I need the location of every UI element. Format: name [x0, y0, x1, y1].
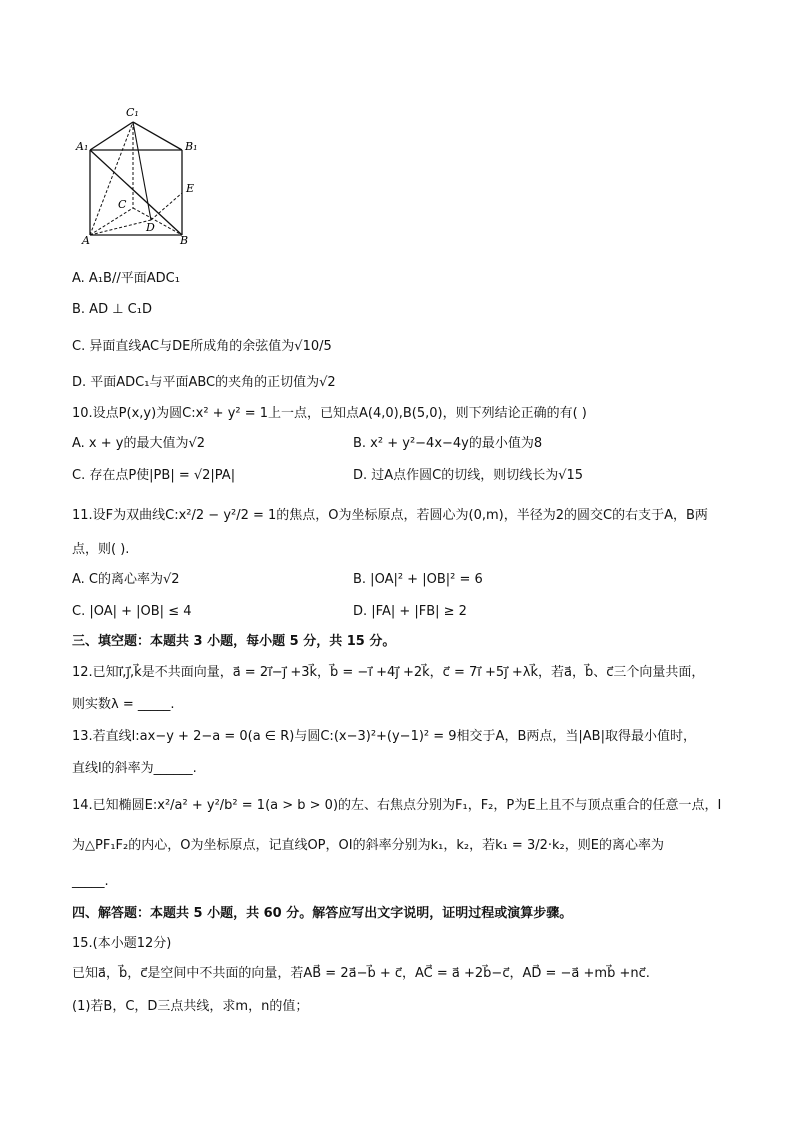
q9-option-c: C. 异面直线AC与DE所成角的余弦值为√10/5: [72, 339, 332, 354]
q11-stem-line2: 点，则( ).: [72, 542, 130, 557]
section-4-heading: 四、解答题：本题共 5 小题，共 60 分。解答应写出文字说明，证明过程或演算步骤。: [72, 906, 573, 921]
q10-option-b: B. x² + y²−4x−4y的最小值为8: [353, 436, 543, 451]
prism-diagram: [74, 98, 202, 250]
section-3-heading: 三、填空题：本题共 3 小题，每小题 5 分，共 15 分。: [72, 634, 396, 649]
q11-option-d: D. |FA| + |FB| ≥ 2: [353, 604, 467, 619]
q10-option-a: A. x + y的最大值为√2: [72, 436, 206, 451]
label-b: B: [180, 234, 189, 247]
prism-figure: [74, 98, 202, 250]
q15-heading: 15.(本小题12分): [72, 936, 172, 951]
q9-option-b: B. AD ⊥ C₁D: [72, 302, 152, 317]
q13-line2: 直线l的斜率为______.: [72, 761, 197, 776]
q12-line2: 则实数λ = _____.: [72, 697, 175, 712]
q14-line2: 为△PF₁F₂的内心，O为坐标原点，记直线OP，OI的斜率分别为k₁，k₂，若k₁ = 3/2·k₂，则E的离心率为: [72, 838, 664, 853]
q12-line1: 12.已知i⃗,j⃗,k⃗是不共面向量，a⃗ = 2i⃗−j⃗ +3k⃗，b⃗ = −i⃗ +4j⃗ +2k⃗，c⃗ = 7i⃗ +5j⃗ +λk⃗，若a⃗，b⃗、c⃗三个向量共面，: [72, 665, 705, 680]
q11-option-b: B. |OA|² + |OB|² = 6: [353, 572, 483, 587]
q11-option-c: C. |OA| + |OB| ≤ 4: [72, 604, 192, 619]
q10-stem: 10.设点P(x,y)为圆C:x² + y² = 1上一点，已知点A(4,0),B(5,0)，则下列结论正确的有( ): [72, 406, 587, 421]
q15-part1: (1)若B，C，D三点共线，求m，n的值；: [72, 999, 309, 1014]
q11-option-a: A. C的离心率为√2: [72, 572, 180, 587]
q10-option-d: D. 过A点作圆C的切线，则切线长为√15: [353, 468, 584, 483]
label-a: A: [82, 234, 90, 247]
q9-option-d: D. 平面ADC₁与平面ABC的夹角的正切值为√2: [72, 375, 336, 390]
label-c: C: [118, 198, 127, 211]
q11-stem-line1: 11.设F为双曲线C:x²/2 − y²/2 = 1的焦点，O为坐标原点，若圆心为(0,m)，半径为2的圆交C的右支于A，B两: [72, 508, 708, 523]
q13-line1: 13.若直线l:ax−y + 2−a = 0(a ∈ R)与圆C:(x−3)²+(y−1)² = 9相交于A，B两点，当|AB|取得最小值时，: [72, 729, 696, 744]
label-c1: C₁: [126, 106, 139, 119]
label-b1: B₁: [185, 140, 198, 153]
q15-line1: 已知a⃗，b⃗，c⃗是空间中不共面的向量，若AB⃗ = 2a⃗−b⃗ + c⃗，AC⃗ = a⃗ +2b⃗−c⃗，AD⃗ = −a⃗ +mb⃗ +nc⃗.: [72, 966, 650, 981]
q10-option-c: C. 存在点P使|PB| = √2|PA|: [72, 468, 236, 483]
label-e: E: [186, 182, 195, 195]
label-a1: A₁: [76, 140, 89, 153]
q9-option-a: A. A₁B//平面ADC₁: [72, 271, 180, 286]
label-d: D: [146, 221, 155, 234]
q14-line3: _____.: [72, 874, 109, 889]
q14-line1: 14.已知椭圆E:x²/a² + y²/b² = 1(a > b > 0)的左、右焦点分别为F₁，F₂，P为E上且不与顶点重合的任意一点，I: [72, 798, 722, 813]
